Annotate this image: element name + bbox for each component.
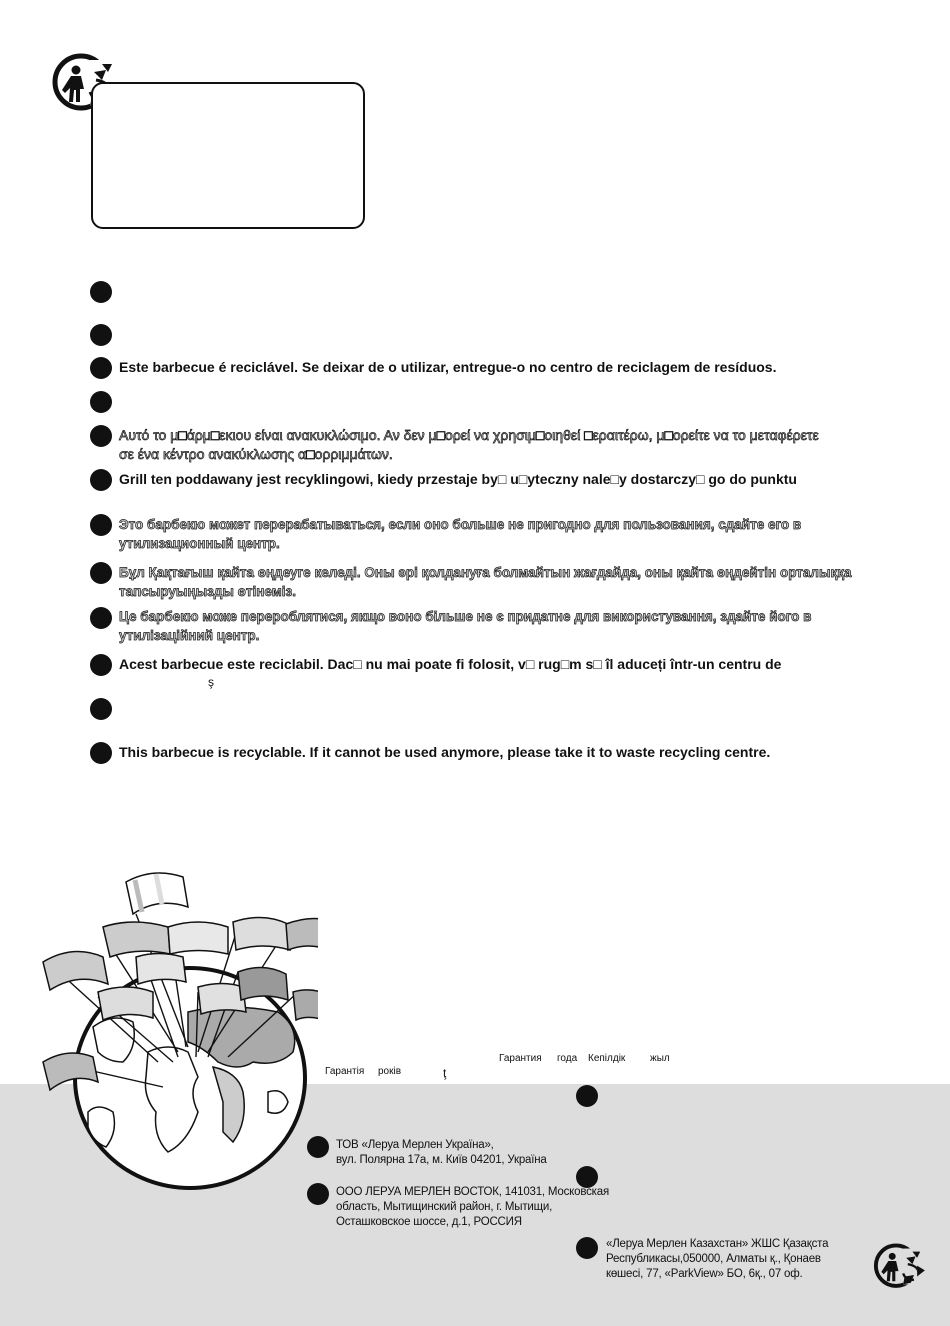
language-bullet (90, 514, 112, 536)
language-bullet (90, 281, 112, 303)
address-kazakhstan: «Леруа Мерлен Казахстан» ЖШС Қазақста Республикасы,050000, Алматы қ., Қонаев көшесі, 77, «ParkView» БО, 6қ., 07 оф. (606, 1238, 829, 1280)
recycle-statement-ro: Acest barbecue este reciclabil. Dac□ nu mai poate fi folosit, v□ rug□m s□ îl aduceți într-un centru de (119, 656, 782, 672)
language-bullet (90, 469, 112, 491)
recycle-statement-en: This barbecue is recyclable. If it cannot be used anymore, please take it to waste recycling centre. (119, 744, 771, 760)
warranty-ua-years: років (378, 1066, 402, 1077)
globe-flags-illustration (38, 862, 318, 1202)
language-bullet (90, 607, 112, 629)
language-bullet (90, 391, 112, 413)
triman-recycling-icon (872, 1242, 928, 1294)
warranty-ro-mark: ţ (443, 1066, 447, 1080)
recycle-statement-kz: Бұл Қақтағыш қайта өңдеуге келеді. Оны әрі қолдануға болмайтын жағдайда, оны қайта өңдейтін орталыққа тапсыруыңызды өтінеміз. (119, 565, 852, 599)
footer-bullet (307, 1136, 329, 1158)
footer-bullet (307, 1183, 329, 1205)
warranty-ua-label: Гарантія (325, 1066, 365, 1077)
language-bullet (90, 425, 112, 447)
footer-bullet (576, 1085, 598, 1107)
recycle-statement-gr: Αυτό το μ□άρμ□εκιου είναι ανακυκλώσιμο. Αν δεν μ□ορεί να χρησιμ□οιηθεί □εραιτέρω, μ□ορείτε να το μεταφέρετε σε ένα κέντρο ανακύκλωσης α□ορριμμάτων. (119, 427, 819, 462)
language-bullet (90, 324, 112, 346)
warranty-ru-years: года (557, 1053, 578, 1064)
language-bullet (90, 698, 112, 720)
recycle-statement-pl: Grill ten poddawany jest recyklingowi, kiedy przestaje by□ u□yteczny nale□y dostarczy□ go do punktu (119, 471, 797, 487)
warranty-kz-years: жыл (650, 1053, 670, 1064)
warranty-ru-label: Гарантия (499, 1053, 542, 1064)
address-ukraine: ТОВ «Леруа Мерлен Україна», вул. Полярна 17а, м. Київ 04201, Україна (336, 1139, 547, 1166)
language-bullet (90, 562, 112, 584)
warranty-kz-label: Кепілдік (588, 1053, 626, 1064)
address-russia: ООО ЛЕРУА МЕРЛЕН ВОСТОК, 141031, Московская область, Мытищинский район, г. Мытищи, Осташковское шоссе, д.1, РОССИЯ (336, 1186, 609, 1228)
recycle-statement-ru: Это барбекю может перерабатываться, если оно больше не пригодно для пользования, сдайте его в утилизационный центр. (119, 517, 802, 551)
footer-bullet (576, 1237, 598, 1259)
language-bullet (90, 742, 112, 764)
recycle-statement-ua: Це барбекю може перероблятися, якщо воно більше не є придатне для використування, здайте його в утилізаційний центр. (119, 609, 812, 643)
language-bullet (90, 654, 112, 676)
empty-info-box (91, 82, 365, 229)
ro-fragment: ş (208, 675, 214, 689)
language-bullet (90, 357, 112, 379)
recycle-statement-pt: Este barbecue é reciclável. Se deixar de o utilizar, entregue-o no centro de reciclagem de resíduos. (119, 359, 777, 375)
